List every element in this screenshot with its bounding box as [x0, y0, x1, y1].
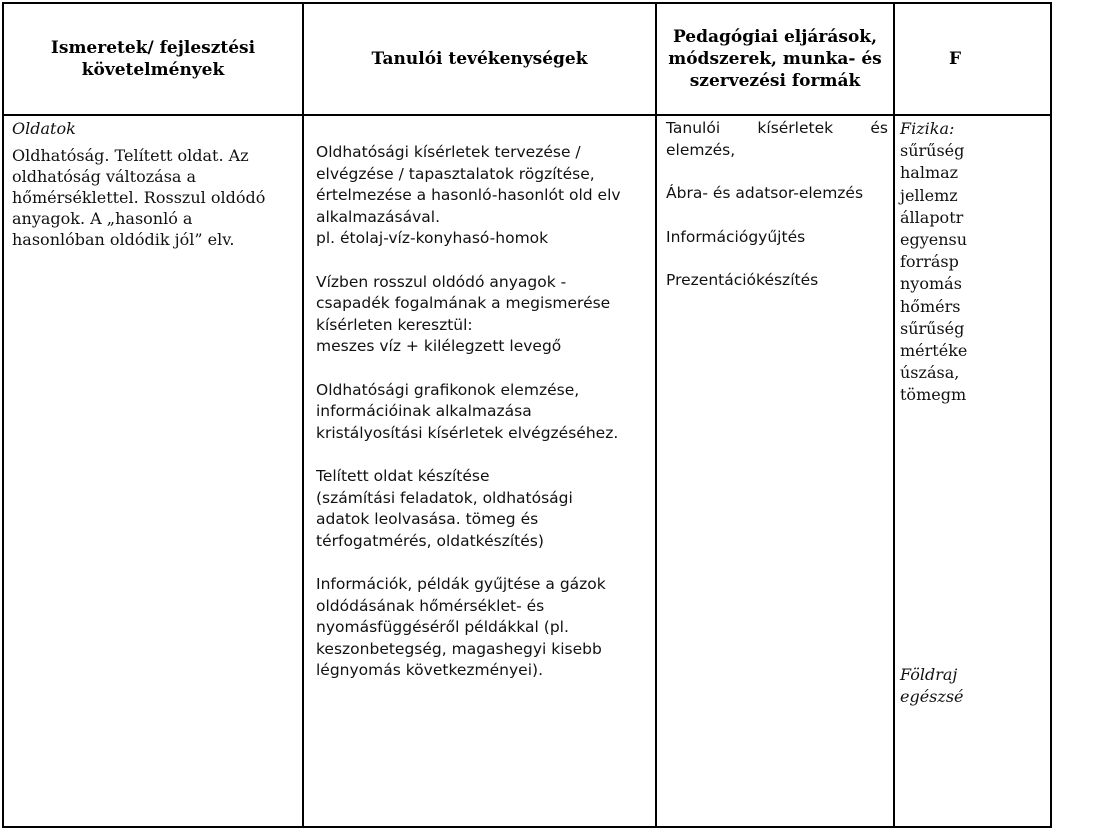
curriculum-table [2, 2, 1052, 828]
activity-line: térfogatmérés, oldatkészítés) [316, 531, 544, 550]
knowledge-line: hőmérséklettel. Rosszul oldódó [12, 188, 266, 207]
method-line: Információgyűjtés [666, 227, 806, 246]
activity-line: Vízben rosszul oldódó anyagok - [316, 272, 567, 291]
connection-line: úszása, [900, 363, 960, 383]
subject-label: Fizika: [900, 119, 955, 138]
connection-line: mértéke [900, 341, 968, 361]
activity-line: nyomásfüggéséről példákkal (pl. [316, 618, 569, 636]
method-line: Prezentációkészítés [666, 271, 819, 289]
activity-line: Telített oldat készítése [316, 467, 490, 485]
method-line: elemzés, [666, 140, 736, 159]
geography-connection [900, 664, 1050, 708]
connection-line: sűrűség [900, 318, 965, 338]
knowledge-line: hasonlóban oldódik jól” elv. [12, 230, 235, 249]
activity-line: alkalmazásával. [316, 207, 441, 226]
activity-line: csapadék fogalmának a megismerése [316, 294, 611, 312]
activities-cell [316, 142, 652, 682]
knowledge-cell [12, 118, 298, 250]
connection-line: egyensu [900, 230, 968, 250]
activity-line: értelmezése a hasonló-hasonlót old elv [316, 186, 621, 204]
subject-label: Földraj [900, 665, 958, 684]
header-methods-line3: szervezési formák [689, 71, 861, 91]
activity-line: kristályosítási kísérletek elvégzéséhez. [316, 423, 619, 442]
activity-line: keszonbetegség, magashegyi kisebb [316, 639, 602, 658]
connection-line: nyomás [900, 274, 962, 294]
method-line: Tanulói kísérletek és [666, 119, 888, 137]
activity-line: meszes víz + kilélegzett levegő [316, 337, 562, 355]
connection-line: forrásp [900, 252, 959, 272]
activity-line: (számítási feladatok, oldhatósági [316, 488, 573, 507]
connection-line: jellemz [900, 185, 958, 205]
connections-cell [900, 118, 1050, 407]
header-knowledge-line2: követelmények [81, 60, 225, 80]
header-connections [895, 4, 1099, 114]
header-knowledge-line1: Ismeretek/ fejlesztési [50, 38, 256, 58]
column-divider [302, 4, 304, 826]
connection-line: halmaz [900, 163, 959, 183]
header-student-activities [304, 4, 655, 114]
header-connections-label: F [949, 49, 962, 69]
connection-line: állapotr [900, 207, 964, 227]
activity-line: oldódásának hőmérséklet- és [316, 596, 545, 615]
connection-line: hőmérs [900, 296, 961, 316]
header-methods-line2: módszerek, munka- és [668, 49, 882, 69]
column-divider [655, 4, 657, 826]
activity-line: kísérleten keresztül: [316, 315, 473, 334]
header-divider [4, 114, 1050, 116]
header-student-activities-label: Tanulói tevékenységek [371, 49, 588, 69]
header-methods [657, 4, 893, 114]
method-line: Ábra- és adatsor-elemzés [666, 184, 864, 202]
methods-cell [666, 118, 888, 292]
activity-line: adatok leolvasása. tömeg és [316, 510, 539, 528]
connection-line: tömegm [900, 385, 967, 405]
activity-line: információinak alkalmazása [316, 402, 532, 420]
activity-line: Információk, példák gyűjtése a gázok [316, 575, 606, 593]
topic-title: Oldatok [12, 119, 76, 138]
knowledge-line: Oldhatóság. Telített oldat. Az [12, 146, 249, 165]
activity-line: Oldhatósági grafikonok elemzése, [316, 380, 580, 399]
header-knowledge [4, 4, 302, 114]
knowledge-line: oldhatóság változása a [12, 167, 197, 186]
connection-line: egészsé [900, 687, 964, 706]
header-methods-line1: Pedagógiai eljárások, [672, 27, 877, 47]
activity-line: elvégzése / tapasztalatok rögzítése, [316, 164, 595, 183]
knowledge-line: anyagok. A „hasonló a [12, 209, 193, 228]
activity-line: légnyomás következményei). [316, 661, 543, 679]
activity-line: pl. étolaj-víz-konyhasó-homok [316, 229, 549, 247]
column-divider [893, 4, 895, 826]
activity-line: Oldhatósági kísérletek tervezése / [316, 143, 581, 161]
connection-line: sűrűség [900, 141, 965, 161]
